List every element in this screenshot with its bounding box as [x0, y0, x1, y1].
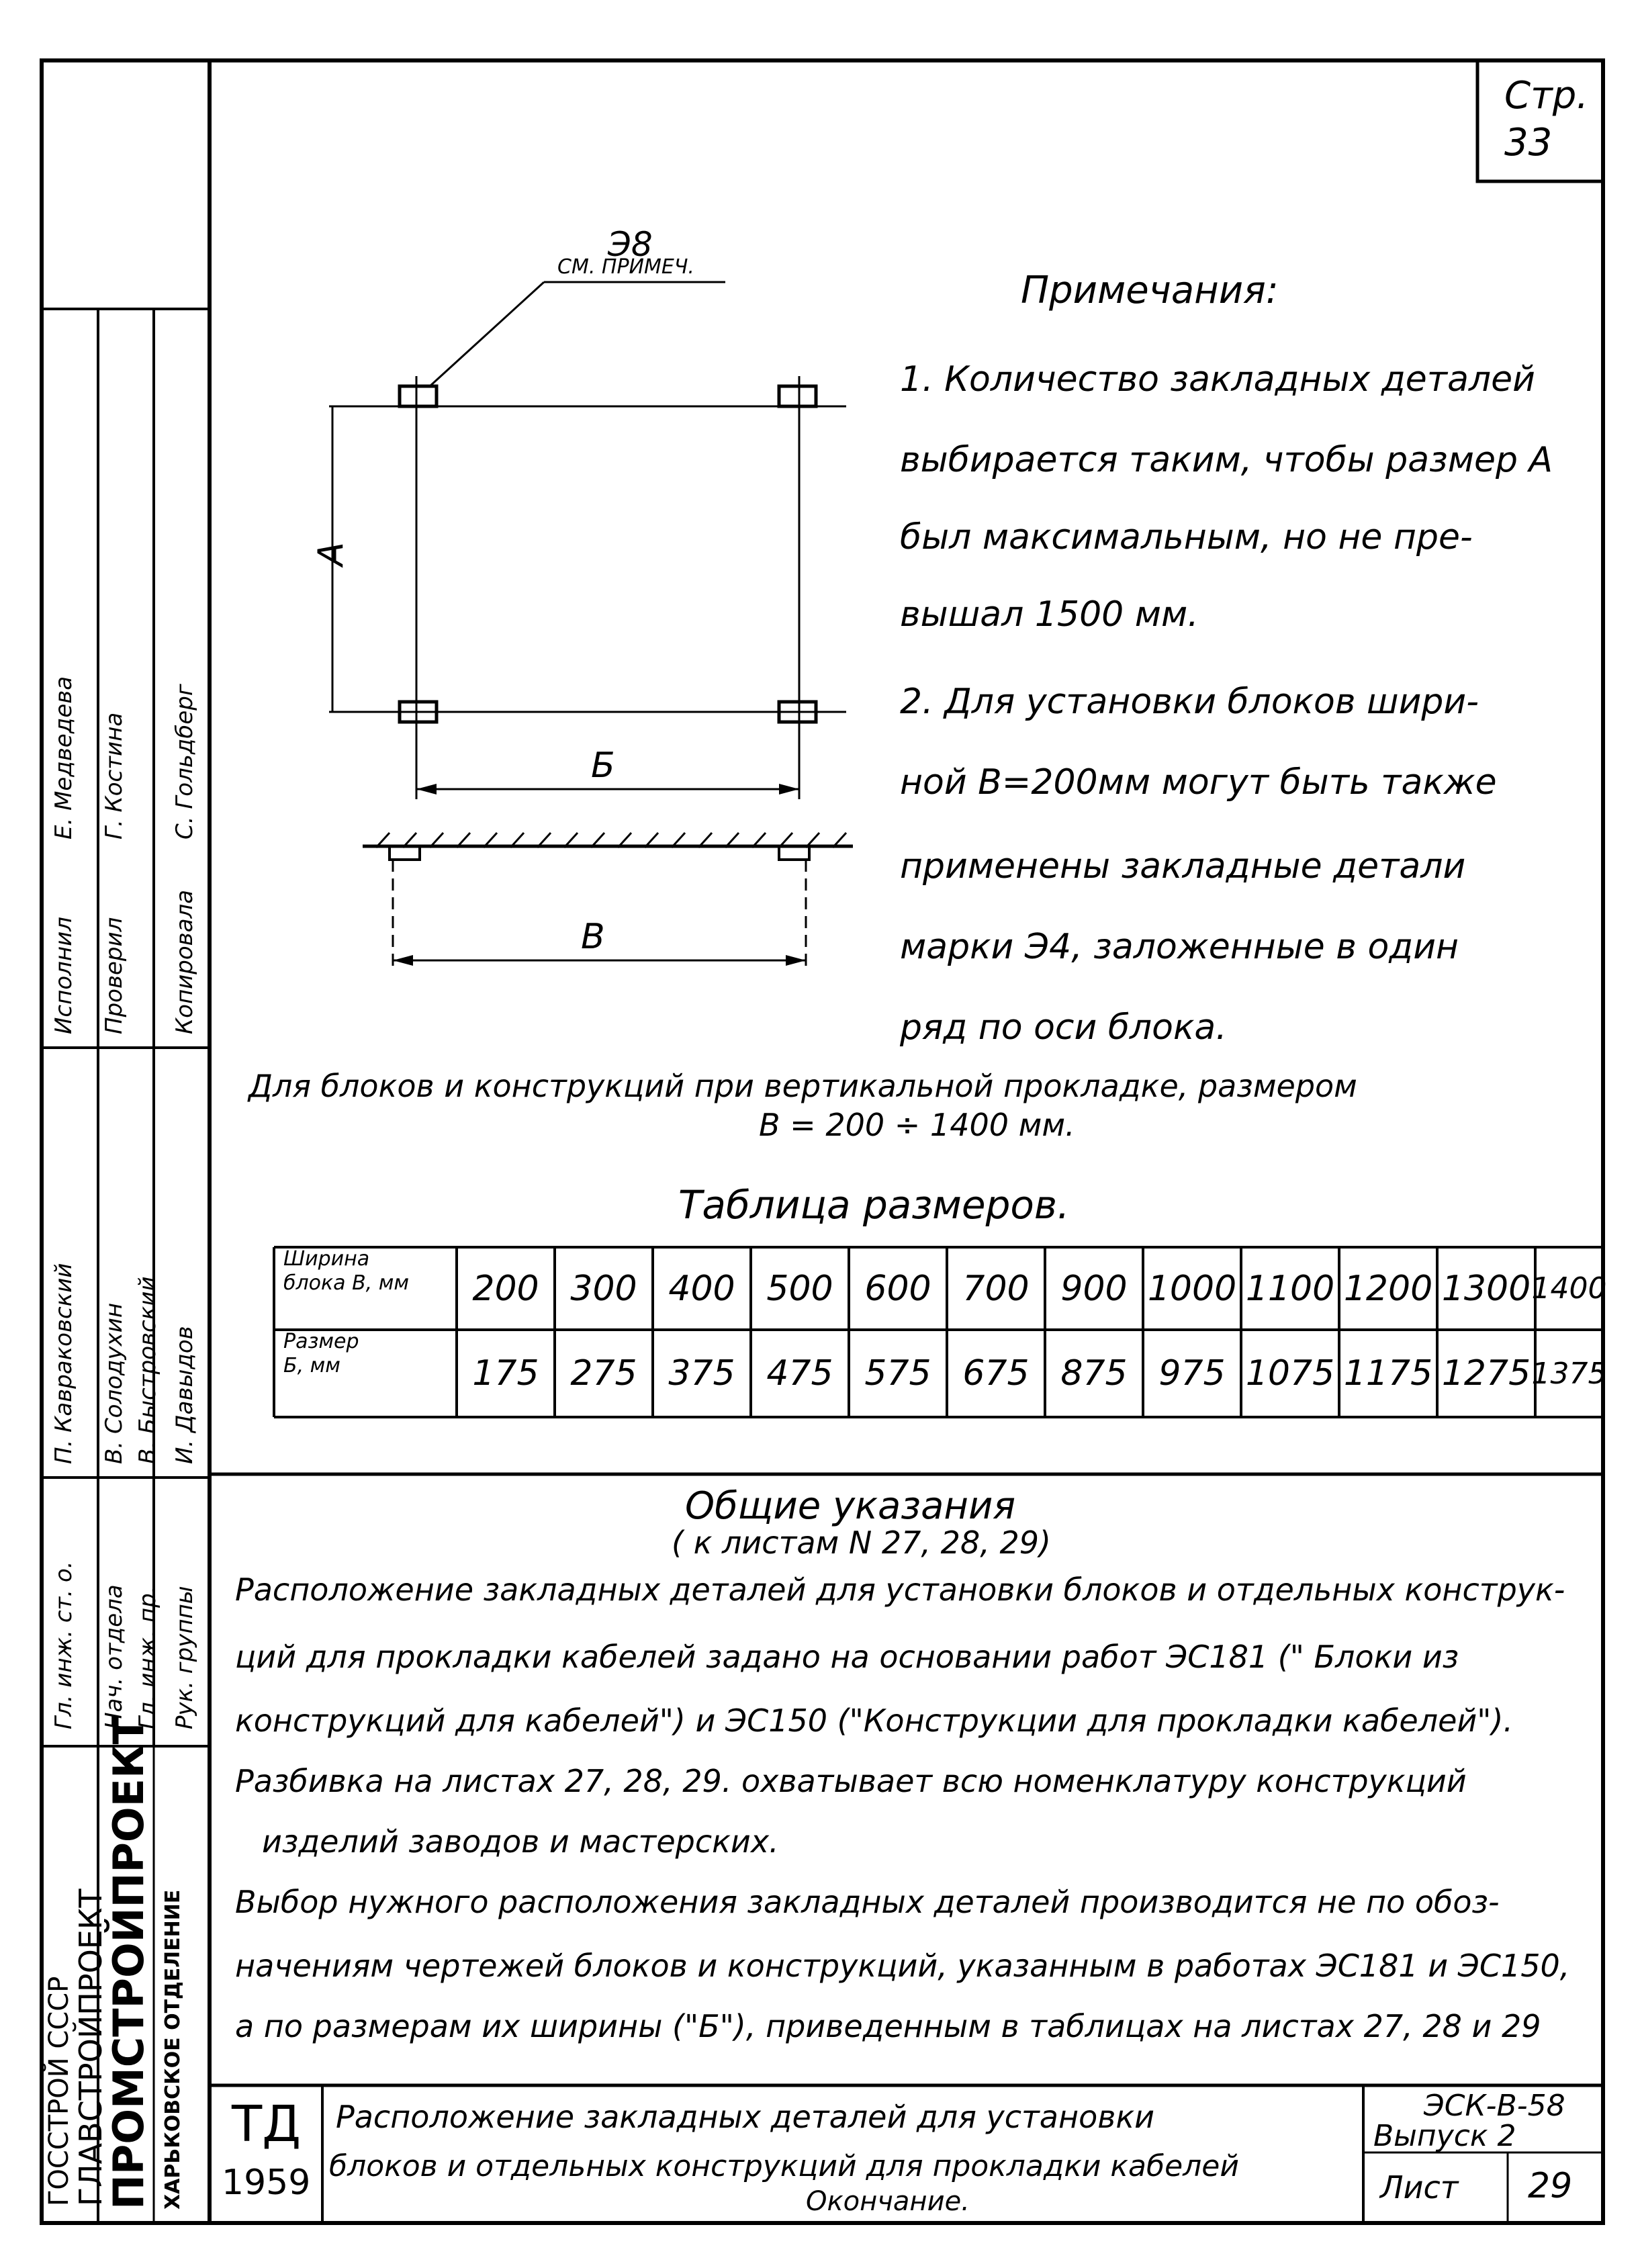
stamp-name: В. Быстровский: [134, 1276, 161, 1464]
stamp-name: П. Кавраковский: [50, 1263, 77, 1464]
stamp-org-4: ХАРЬКОВСКОЕ ОТДЕЛЕНИЕ: [161, 1889, 185, 2210]
dim-a-label: А: [310, 542, 351, 566]
row-header-line: Размер: [283, 1330, 359, 1353]
width-cell: 1200: [1343, 1268, 1433, 1309]
width-cell: 400: [668, 1268, 735, 1309]
width-cell: 500: [766, 1268, 833, 1309]
width-cell: 600: [864, 1268, 931, 1309]
note-line: марки Э4, заложенные в один: [900, 927, 1459, 967]
sheet-number: 29: [1528, 2166, 1573, 2206]
size-cell: 975: [1158, 1353, 1226, 1394]
callout-mark: Э8: [608, 225, 653, 264]
stamp-role: Рук. группы: [171, 1586, 198, 1729]
width-cell: 200: [472, 1268, 539, 1309]
stamp-name: С. Гольдберг: [171, 684, 198, 840]
note-line: был максимальным, но не пре-: [900, 517, 1473, 557]
stamp-role: Гл. инж. ст. о.: [50, 1561, 77, 1729]
general-line: Выбор нужного расположения закладных деталей производится не по обоз-: [235, 1884, 1500, 1920]
stamp-role: Проверил: [101, 917, 128, 1034]
size-cell: 1175: [1343, 1353, 1433, 1394]
size-cell: 875: [1060, 1353, 1128, 1394]
stamp-name: Е. Медведева: [50, 676, 77, 840]
stamp-role: Нач. отдела: [101, 1584, 128, 1729]
general-line: а по размерам их ширины ("Б"), приведенным в таблицах на листах 27, 28 и 29: [235, 2008, 1541, 2044]
page-ref-label: Стр.: [1504, 74, 1589, 118]
size-cell: 375: [668, 1353, 735, 1394]
callout-note: СМ. ПРИМЕЧ.: [557, 255, 694, 279]
table-row-header-width: [274, 1247, 457, 1330]
note-line: 1. Количество закладных деталей: [900, 359, 1535, 400]
notes-title: Примечания:: [1021, 269, 1279, 312]
general-line: Расположение закладных деталей для установки блоков и отдельных конструк-: [235, 1572, 1565, 1608]
insert-top-left: [400, 386, 437, 406]
stamp-name: В. Солодухин: [101, 1302, 128, 1464]
note-line: 2. Для установки блоков шири-: [900, 682, 1479, 722]
size-cell: 675: [962, 1353, 1030, 1394]
stamp-role: Гл. инж. пр.: [134, 1586, 161, 1729]
block-caption-line2: В = 200 ÷ 1400 мм.: [759, 1107, 1075, 1143]
size-cell: 1075: [1245, 1353, 1335, 1394]
size-cell: 575: [864, 1353, 931, 1394]
size-table-title: Таблица размеров.: [678, 1182, 1070, 1228]
stamp-org-1: ГОССТРОЙ СССР: [44, 1976, 75, 2206]
general-line: ций для прокладки кабелей задано на основании работ ЭС181 (" Блоки из: [235, 1639, 1459, 1675]
size-cell: 175: [472, 1353, 539, 1394]
dim-b-large-label: В: [581, 917, 605, 957]
stamp-name: И. Давыдов: [171, 1326, 198, 1464]
width-cell: 1300: [1441, 1268, 1531, 1309]
block-caption-line1: Для блоков и конструкций при вертикальной прокладке, размером: [248, 1068, 1357, 1104]
table-row-header-size: [274, 1330, 457, 1417]
general-line: Разбивка на листах 27, 28, 29. охватывает всю номенклатуру конструкций: [235, 1763, 1467, 1799]
page-ref-number: 33: [1504, 121, 1553, 165]
general-subtitle: ( к листам N 27, 28, 29): [672, 1525, 1051, 1561]
size-cell: 275: [570, 1353, 637, 1394]
width-cell: 300: [570, 1268, 637, 1309]
note-line: вышал 1500 мм.: [900, 594, 1199, 635]
dim-b-small-label: Б: [591, 745, 615, 786]
row-header-line: Б, мм: [283, 1354, 340, 1377]
general-line: начениям чертежей блоков и конструкций, указанным в работах ЭС181 и ЭС150,: [235, 1948, 1570, 1984]
stamp-org-3: ПРОМСТРОЙПРОЕКТ: [104, 1716, 153, 2210]
title-line3: Окончание.: [806, 2186, 970, 2217]
title-line2: блоков и отдельных конструкций для прокладки кабелей: [329, 2149, 1239, 2183]
size-cell: 475: [766, 1353, 833, 1394]
note-line: выбирается таким, чтобы размер А: [900, 440, 1553, 480]
sheet-label: Лист: [1380, 2169, 1459, 2206]
row-header-line: Ширина: [283, 1247, 370, 1271]
td-mark: ТД: [232, 2095, 302, 2153]
stamp-name: Г. Костина: [101, 712, 128, 840]
note-line: применены закладные детали: [900, 846, 1466, 887]
note-line: ряд по оси блока.: [900, 1007, 1227, 1048]
size-cell: 1275: [1441, 1353, 1531, 1394]
year: 1959: [222, 2163, 311, 2203]
stamp-role: Копировала: [171, 889, 198, 1034]
note-line: ной В=200мм могут быть также: [900, 762, 1497, 803]
width-cell: 700: [962, 1268, 1030, 1309]
row-header-line: блока В, мм: [283, 1271, 409, 1295]
general-title: Общие указания: [685, 1484, 1016, 1528]
width-cell: 900: [1060, 1268, 1128, 1309]
doc-code: ЭСК-В-58: [1424, 2089, 1565, 2123]
title-line1: Расположение закладных деталей для установки: [336, 2099, 1154, 2135]
stamp-org-2: ГЛАВСТРОЙПРОЕКТ: [73, 1889, 109, 2206]
size-cell: 1375: [1531, 1356, 1607, 1391]
issue-number: Выпуск 2: [1373, 2119, 1516, 2153]
width-cell: 1000: [1147, 1268, 1237, 1309]
width-cell: 1400: [1531, 1271, 1607, 1306]
general-line: изделий заводов и мастерских.: [262, 1823, 779, 1860]
insert-top-right: [779, 386, 816, 406]
width-cell: 1100: [1245, 1268, 1335, 1309]
general-line: конструкций для кабелей") и ЭС150 ("Конструкции для прокладки кабелей").: [235, 1703, 1514, 1739]
stamp-role: Исполнил: [50, 917, 77, 1034]
